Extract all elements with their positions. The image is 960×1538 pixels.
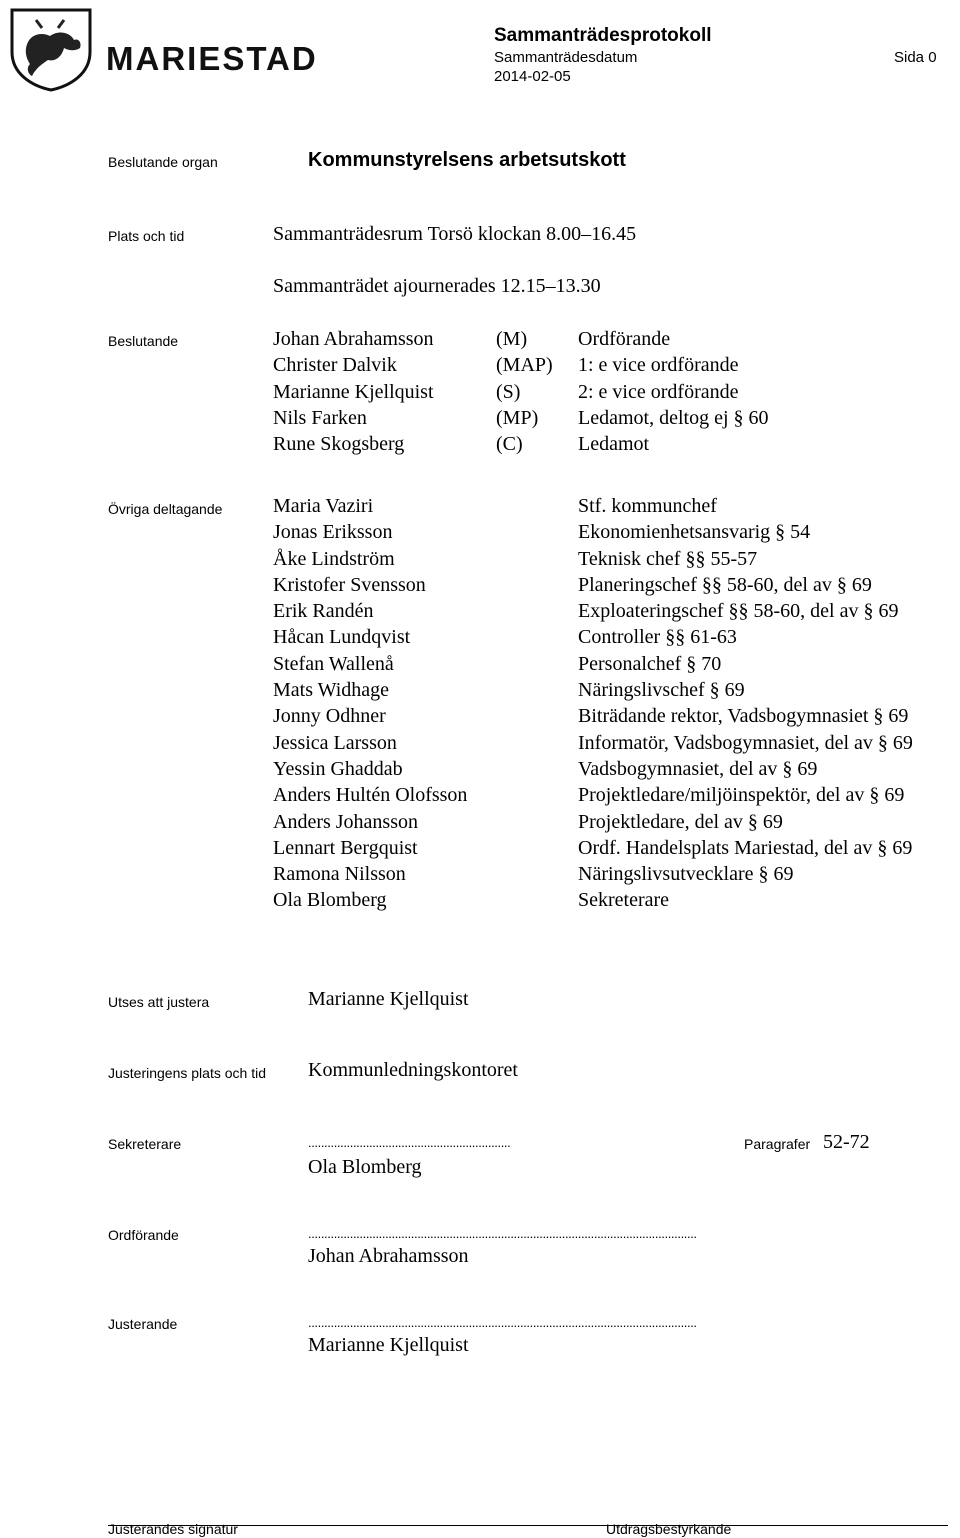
participant-role: Ordf. Handelsplats Mariestad, del av § 69 [578,836,913,859]
participant-name: Yessin Ghaddab [273,757,403,780]
participant-role: Stf. kommunchef [578,495,717,517]
organ-value: Kommunstyrelsens arbetsutskott [308,149,626,171]
participant-role: Näringslivschef § 69 [578,679,745,702]
paragraphs-label: Paragrafer [744,1136,811,1152]
participant-role: Projektledare/miljöinspektör, del av § 69 [578,784,905,807]
decider-party: (C) [496,433,523,456]
participant-role: Teknisk chef §§ 55-57 [578,547,758,570]
participant-name: Erik Randén [273,600,374,623]
chair-signature-line: ......................................................................................................................... [308,1226,697,1241]
justifier-signature-line: ......................................................................................................................... [308,1315,697,1330]
decider-name: Marianne Kjellquist [273,380,434,403]
chair-label: Ordförande [108,1227,179,1243]
participant-name: Mats Widhage [273,679,390,702]
adjust-place-value: Kommunledningskontoret [308,1059,518,1081]
participant-role: Sekreterare [578,889,670,912]
document-title: Sammanträdesprotokoll [494,25,712,46]
secretary-label: Sekreterare [108,1136,182,1152]
adjuster-label: Utses att justera [108,994,210,1010]
chair-name: Johan Abrahamsson [308,1245,469,1267]
participant-name: Håcan Lundqvist [273,626,411,649]
participant-name: Ola Blomberg [273,889,387,912]
mariestad-logo [8,8,318,92]
coat-of-arms-icon [12,10,90,90]
adjuster-value: Marianne Kjellquist [308,988,469,1010]
participant-role: Biträdande rektor, Vadsbogymnasiet § 69 [578,705,909,728]
participant-name: Maria Vaziri [273,495,374,517]
participant-name: Kristofer Svensson [273,573,426,596]
participant-name: Jonas Eriksson [273,521,393,544]
paragraphs-value: 52-72 [823,1131,870,1153]
footer-certification-label: Utdragsbestyrkande [606,1521,732,1537]
justifier-name: Marianne Kjellquist [308,1334,469,1356]
decider-name: Christer Dalvik [273,354,397,377]
participant-role: Vadsbogymnasiet, del av § 69 [578,757,818,780]
page-number: Sida 0 [894,49,937,66]
participant-role: Näringslivsutvecklare § 69 [578,863,794,886]
participant-role: Informatör, Vadsbogymnasiet, del av § 69 [578,731,913,754]
decider-role: Ledamot [578,433,650,456]
participant-name: Jonny Odhner [273,705,386,728]
decider-party: (MAP) [496,354,553,377]
place-line-1: Sammanträdesrum Torsö klockan 8.00–16.45 [273,223,637,245]
participant-role: Controller §§ 61-63 [578,626,737,649]
participant-role: Planeringschef §§ 58-60, del av § 69 [578,573,872,596]
decider-party: (M) [496,328,528,350]
participant-role: Personalchef § 70 [578,652,722,675]
participant-name: Anders Hultén Olofsson [273,784,468,807]
secretary-name: Ola Blomberg [308,1156,422,1178]
meeting-date: 2014-02-05 [494,68,571,85]
brand-text: MARIESTAD [106,40,318,77]
decider-party: (S) [496,380,521,403]
decider-name: Nils Farken [273,406,367,429]
participant-name: Anders Johansson [273,810,418,833]
participant-role: Projektledare, del av § 69 [578,810,783,833]
decider-role: Ledamot, deltog ej § 60 [578,406,769,429]
decider-name: Rune Skogsberg [273,433,405,456]
organ-label: Beslutande organ [108,154,218,170]
decider-name: Johan Abrahamsson [273,328,434,350]
place-label: Plats och tid [108,228,185,244]
justifier-label: Justerande [108,1316,178,1332]
decider-role: 1: e vice ordförande [578,354,739,377]
participant-name: Ramona Nilsson [273,863,406,886]
participant-name: Jessica Larsson [273,731,397,754]
secretary-signature-line: ............................................................... [308,1135,511,1150]
date-label: Sammanträdesdatum [494,49,638,66]
deciders-label: Beslutande [108,333,179,349]
participant-name: Åke Lindström [273,547,395,570]
participant-role: Ekonomienhetsansvarig § 54 [578,521,811,544]
decider-role: 2: e vice ordförande [578,380,739,403]
adjust-place-label: Justeringens plats och tid [108,1065,266,1081]
others-label: Övriga deltagande [108,501,223,517]
participant-name: Stefan Wallenå [273,652,394,675]
decider-party: (MP) [496,406,539,429]
footer-signature-label: Justerandes signatur [108,1521,238,1537]
decider-role: Ordförande [578,328,671,350]
participant-name: Lennart Bergquist [273,836,418,859]
participant-role: Exploateringschef §§ 58-60, del av § 69 [578,600,899,623]
place-line-2: Sammanträdet ajournerades 12.15–13.30 [273,275,601,297]
